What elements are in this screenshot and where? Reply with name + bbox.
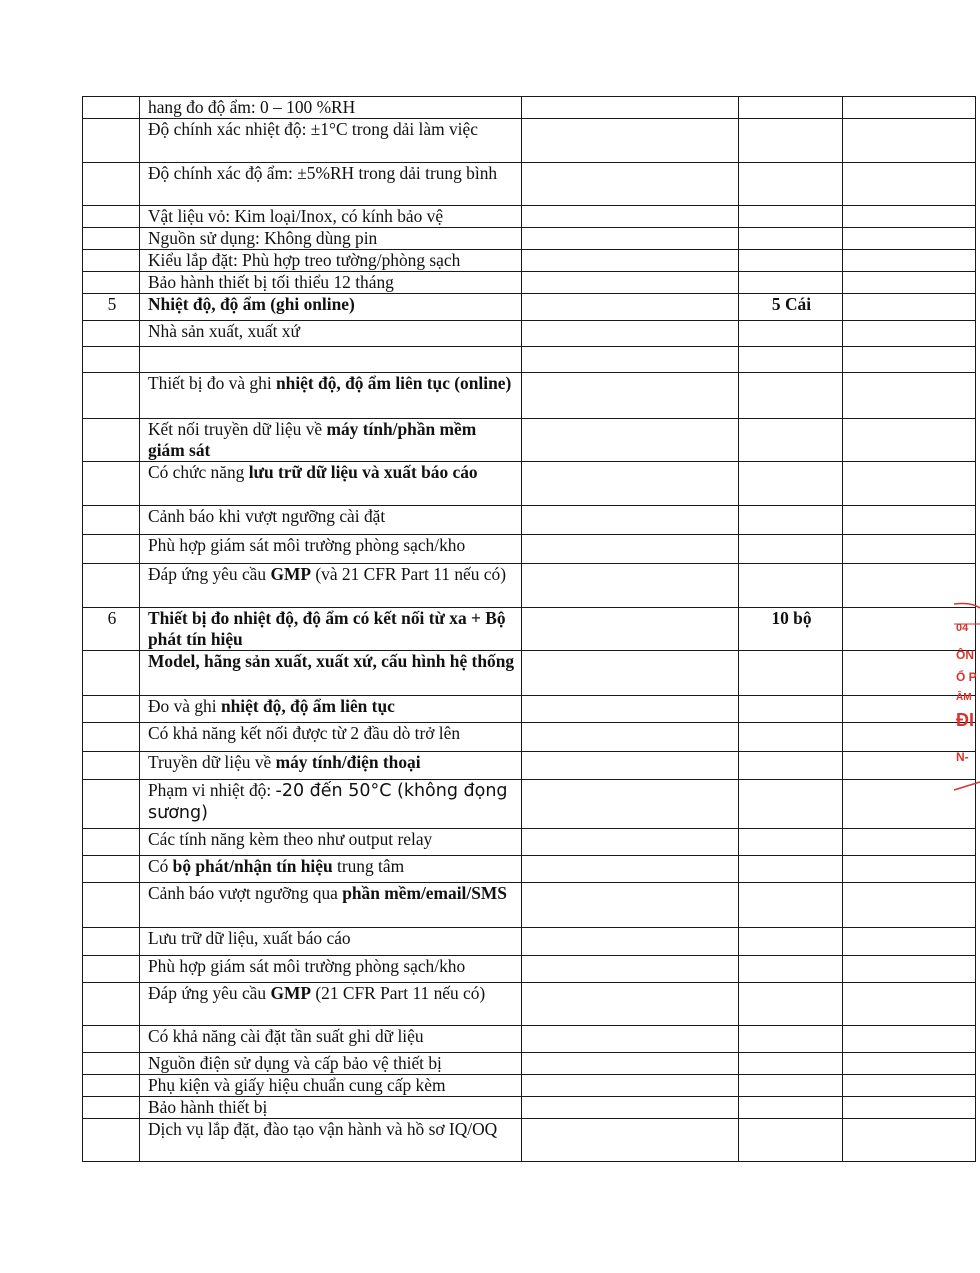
item-number-cell bbox=[83, 983, 140, 1026]
quantity-cell bbox=[739, 696, 843, 723]
offer-cell bbox=[522, 928, 739, 956]
table-row bbox=[83, 1075, 976, 1097]
description-cell bbox=[140, 1119, 522, 1162]
description-text: Bảo hành thiết bị bbox=[148, 1097, 268, 1117]
quantity-cell bbox=[739, 564, 843, 608]
description-cell bbox=[140, 272, 522, 294]
table-row bbox=[83, 752, 976, 780]
description-text: Nhà sản xuất, xuất xứ bbox=[148, 321, 300, 341]
quantity-cell bbox=[739, 651, 843, 696]
offer-cell bbox=[522, 1119, 739, 1162]
table-row bbox=[83, 119, 976, 163]
description-text: (21 CFR Part 11 nếu có) bbox=[311, 983, 486, 1003]
item-number-cell bbox=[83, 829, 140, 856]
stamp-text: 04 bbox=[956, 622, 969, 634]
description-text: Model, hãng sản xuất, xuất xứ, cấu hình hệ thống bbox=[148, 651, 515, 671]
description-cell bbox=[140, 163, 522, 206]
item-number-cell bbox=[83, 97, 140, 119]
description-text: GMP bbox=[270, 564, 312, 584]
offer-cell bbox=[522, 723, 739, 752]
note-cell bbox=[843, 462, 976, 506]
description-text: Phụ kiện và giấy hiệu chuẩn cung cấp kèm bbox=[148, 1075, 446, 1095]
quantity-cell bbox=[739, 250, 843, 272]
item-number-cell bbox=[83, 119, 140, 163]
quantity-cell bbox=[739, 272, 843, 294]
table-row bbox=[83, 780, 976, 829]
offer-cell bbox=[522, 321, 739, 347]
table-row bbox=[83, 651, 976, 696]
offer-cell bbox=[522, 163, 739, 206]
quantity-cell bbox=[739, 373, 843, 419]
quantity-cell bbox=[739, 506, 843, 535]
description-text: hang đo độ ẩm: 0 – 100 %RH bbox=[148, 97, 356, 117]
description-cell bbox=[140, 856, 522, 883]
offer-cell bbox=[522, 564, 739, 608]
description-text: Phạm vi nhiệt độ: bbox=[148, 780, 276, 800]
note-cell bbox=[843, 1053, 976, 1075]
description-cell bbox=[140, 956, 522, 983]
item-number-cell bbox=[83, 1075, 140, 1097]
quantity-cell bbox=[739, 1119, 843, 1162]
note-cell bbox=[843, 321, 976, 347]
note-cell bbox=[843, 228, 976, 250]
description-text: Nguồn sử dụng: Không dùng pin bbox=[148, 228, 378, 248]
description-cell bbox=[140, 752, 522, 780]
quantity-cell bbox=[739, 856, 843, 883]
quantity-cell bbox=[739, 829, 843, 856]
table-row bbox=[83, 228, 976, 250]
item-number-cell bbox=[83, 723, 140, 752]
item-number-cell bbox=[83, 1026, 140, 1053]
quantity-cell bbox=[739, 956, 843, 983]
specification-table-body bbox=[83, 97, 976, 1162]
description-text: phần mềm/email/SMS bbox=[342, 883, 507, 903]
description-text: Dịch vụ lắp đặt, đào tạo vận hành và hồ sơ IQ/OQ bbox=[148, 1119, 498, 1139]
description-text: Truyền dữ liệu về bbox=[148, 752, 276, 772]
description-text: Có bbox=[148, 856, 173, 876]
description-cell bbox=[140, 1053, 522, 1075]
stamp-text: ĐI bbox=[956, 710, 974, 730]
quantity-cell bbox=[739, 228, 843, 250]
description-text: Có khả năng kết nối được từ 2 đầu dò trở lên bbox=[148, 723, 461, 743]
table-row bbox=[83, 856, 976, 883]
quantity-cell bbox=[739, 1075, 843, 1097]
item-number-cell bbox=[83, 780, 140, 829]
item-number-cell bbox=[83, 1053, 140, 1075]
table-row bbox=[83, 347, 976, 373]
offer-cell bbox=[522, 1053, 739, 1075]
description-cell bbox=[140, 419, 522, 462]
table-row bbox=[83, 983, 976, 1026]
description-text: Cảnh báo vượt ngưỡng qua bbox=[148, 883, 343, 903]
description-cell bbox=[140, 651, 522, 696]
quantity-cell bbox=[739, 206, 843, 228]
stamp-text: N- bbox=[956, 750, 969, 764]
item-number-cell bbox=[83, 928, 140, 956]
description-cell bbox=[140, 206, 522, 228]
table-row bbox=[83, 956, 976, 983]
item-number-cell bbox=[83, 462, 140, 506]
note-cell bbox=[843, 829, 976, 856]
description-text: Có chức năng bbox=[148, 462, 249, 482]
table-row bbox=[83, 535, 976, 564]
offer-cell bbox=[522, 206, 739, 228]
offer-cell bbox=[522, 608, 739, 651]
quantity-cell bbox=[739, 535, 843, 564]
offer-cell bbox=[522, 373, 739, 419]
table-row bbox=[83, 97, 976, 119]
offer-cell bbox=[522, 462, 739, 506]
description-cell bbox=[140, 1026, 522, 1053]
offer-cell bbox=[522, 535, 739, 564]
table-row bbox=[83, 696, 976, 723]
item-number-cell bbox=[83, 206, 140, 228]
note-cell bbox=[843, 506, 976, 535]
quantity-cell bbox=[739, 883, 843, 928]
quantity-cell bbox=[739, 462, 843, 506]
stamp-text: ÔN bbox=[956, 648, 974, 662]
description-cell bbox=[140, 608, 522, 651]
description-cell bbox=[140, 347, 522, 373]
document-sheet bbox=[82, 96, 975, 1162]
table-row bbox=[83, 928, 976, 956]
description-text: trung tâm bbox=[332, 856, 405, 876]
table-row bbox=[83, 462, 976, 506]
description-cell bbox=[140, 97, 522, 119]
description-cell bbox=[140, 1075, 522, 1097]
offer-cell bbox=[522, 1026, 739, 1053]
offer-cell bbox=[522, 294, 739, 321]
item-number-cell bbox=[83, 163, 140, 206]
description-text: Kiểu lắp đặt: Phù hợp treo tường/phòng sạch bbox=[148, 250, 461, 270]
description-text: Đo và ghi bbox=[148, 696, 221, 716]
description-text: máy tính/điện thoại bbox=[275, 752, 421, 772]
quantity-cell bbox=[739, 780, 843, 829]
item-number-cell bbox=[83, 856, 140, 883]
item-number-cell bbox=[83, 564, 140, 608]
description-text: lưu trữ dữ liệu và xuất báo cáo bbox=[248, 462, 478, 482]
item-number-cell bbox=[83, 250, 140, 272]
description-text: Vật liệu vỏ: Kim loại/Inox, có kính bảo vệ bbox=[148, 206, 444, 226]
note-cell bbox=[843, 272, 976, 294]
quantity-cell bbox=[739, 119, 843, 163]
offer-cell bbox=[522, 651, 739, 696]
description-cell bbox=[140, 506, 522, 535]
quantity-cell bbox=[739, 1026, 843, 1053]
item-number-cell bbox=[83, 321, 140, 347]
offer-cell bbox=[522, 983, 739, 1026]
quantity-cell bbox=[739, 752, 843, 780]
description-text: GMP bbox=[270, 983, 312, 1003]
description-text: Có khả năng cài đặt tần suất ghi dữ liệu bbox=[148, 1026, 424, 1046]
table-row bbox=[83, 419, 976, 462]
table-row bbox=[83, 829, 976, 856]
note-cell bbox=[843, 883, 976, 928]
table-row bbox=[83, 321, 976, 347]
description-text: Độ chính xác độ ẩm: ±5%RH trong dải trung bình bbox=[148, 163, 498, 183]
table-row bbox=[83, 1053, 976, 1075]
table-row bbox=[83, 163, 976, 206]
quantity-cell: 10 bộ bbox=[739, 608, 843, 651]
description-cell bbox=[140, 373, 522, 419]
item-number-cell: 5 bbox=[83, 294, 140, 321]
note-cell bbox=[843, 1026, 976, 1053]
quantity-cell bbox=[739, 347, 843, 373]
description-text: máy tính/phần mềm giám sát bbox=[148, 419, 477, 460]
table-row bbox=[83, 373, 976, 419]
note-cell bbox=[843, 294, 976, 321]
quantity-cell bbox=[739, 1097, 843, 1119]
description-cell bbox=[140, 780, 522, 829]
table-row bbox=[83, 294, 976, 321]
quantity-cell bbox=[739, 928, 843, 956]
item-number-cell bbox=[83, 373, 140, 419]
offer-cell bbox=[522, 956, 739, 983]
table-row bbox=[83, 883, 976, 928]
quantity-cell bbox=[739, 97, 843, 119]
note-cell bbox=[843, 206, 976, 228]
offer-cell bbox=[522, 506, 739, 535]
quantity-cell bbox=[739, 1053, 843, 1075]
stamp-text: Ổ P bbox=[956, 670, 977, 684]
description-text: Các tính năng kèm theo như output relay bbox=[148, 829, 433, 849]
description-text: Phù hợp giám sát môi trường phòng sạch/kho bbox=[148, 535, 466, 555]
offer-cell bbox=[522, 272, 739, 294]
description-cell bbox=[140, 883, 522, 928]
description-cell bbox=[140, 983, 522, 1026]
note-cell bbox=[843, 535, 976, 564]
offer-cell bbox=[522, 1075, 739, 1097]
table-row bbox=[83, 1119, 976, 1162]
description-text: -20 đến 50°C (không đọng sương) bbox=[148, 781, 508, 823]
item-number-cell bbox=[83, 883, 140, 928]
note-cell bbox=[843, 163, 976, 206]
item-number-cell bbox=[83, 1119, 140, 1162]
table-row bbox=[83, 250, 976, 272]
item-number-cell bbox=[83, 956, 140, 983]
description-text: bộ phát/nhận tín hiệu bbox=[172, 856, 333, 876]
offer-cell bbox=[522, 228, 739, 250]
description-text: Phù hợp giám sát môi trường phòng sạch/kho bbox=[148, 956, 466, 976]
description-cell bbox=[140, 696, 522, 723]
description-cell bbox=[140, 564, 522, 608]
offer-cell bbox=[522, 780, 739, 829]
note-cell bbox=[843, 419, 976, 462]
item-number-cell bbox=[83, 347, 140, 373]
note-cell bbox=[843, 856, 976, 883]
note-cell bbox=[843, 347, 976, 373]
specification-table bbox=[82, 96, 976, 1162]
item-number-cell bbox=[83, 419, 140, 462]
offer-cell bbox=[522, 1097, 739, 1119]
red-stamp-fragment bbox=[952, 598, 980, 798]
note-cell bbox=[843, 1119, 976, 1162]
description-text: Nhiệt độ, độ ẩm (ghi online) bbox=[148, 294, 355, 314]
quantity-cell bbox=[739, 163, 843, 206]
description-cell bbox=[140, 250, 522, 272]
item-number-cell bbox=[83, 651, 140, 696]
table-row bbox=[83, 1026, 976, 1053]
quantity-cell bbox=[739, 321, 843, 347]
table-row bbox=[83, 206, 976, 228]
description-text: nhiệt độ, độ ẩm liên tục bbox=[220, 696, 395, 716]
description-text: Nguồn điện sử dụng và cấp bảo vệ thiết bị bbox=[148, 1053, 442, 1073]
item-number-cell: 6 bbox=[83, 608, 140, 651]
table-row bbox=[83, 564, 976, 608]
description-text: Đáp ứng yêu cầu bbox=[148, 983, 271, 1003]
offer-cell bbox=[522, 856, 739, 883]
table-row bbox=[83, 1097, 976, 1119]
offer-cell bbox=[522, 347, 739, 373]
note-cell bbox=[843, 119, 976, 163]
item-number-cell bbox=[83, 272, 140, 294]
note-cell bbox=[843, 373, 976, 419]
item-number-cell bbox=[83, 752, 140, 780]
note-cell bbox=[843, 1097, 976, 1119]
note-cell bbox=[843, 956, 976, 983]
description-cell bbox=[140, 462, 522, 506]
offer-cell bbox=[522, 696, 739, 723]
offer-cell bbox=[522, 97, 739, 119]
description-cell bbox=[140, 1097, 522, 1119]
description-cell bbox=[140, 723, 522, 752]
quantity-cell: 5 Cái bbox=[739, 294, 843, 321]
description-cell bbox=[140, 228, 522, 250]
note-cell bbox=[843, 983, 976, 1026]
description-text: Độ chính xác nhiệt độ: ±1°C trong dải làm việc bbox=[148, 119, 478, 139]
description-cell bbox=[140, 829, 522, 856]
offer-cell bbox=[522, 419, 739, 462]
offer-cell bbox=[522, 829, 739, 856]
description-cell bbox=[140, 294, 522, 321]
table-row bbox=[83, 506, 976, 535]
offer-cell bbox=[522, 752, 739, 780]
table-row bbox=[83, 723, 976, 752]
note-cell bbox=[843, 928, 976, 956]
description-text: Cảnh báo khi vượt ngưỡng cài đặt bbox=[148, 506, 386, 526]
description-cell bbox=[140, 321, 522, 347]
offer-cell bbox=[522, 250, 739, 272]
description-text: Lưu trữ dữ liệu, xuất báo cáo bbox=[148, 928, 351, 948]
description-cell bbox=[140, 119, 522, 163]
note-cell bbox=[843, 250, 976, 272]
item-number-cell bbox=[83, 228, 140, 250]
note-cell bbox=[843, 1075, 976, 1097]
table-row bbox=[83, 272, 976, 294]
item-number-cell bbox=[83, 1097, 140, 1119]
quantity-cell bbox=[739, 983, 843, 1026]
quantity-cell bbox=[739, 419, 843, 462]
description-text: Kết nối truyền dữ liệu về bbox=[148, 419, 327, 439]
description-text: Đáp ứng yêu cầu bbox=[148, 564, 271, 584]
description-text: Thiết bị đo và ghi bbox=[148, 373, 276, 393]
note-cell bbox=[843, 97, 976, 119]
offer-cell bbox=[522, 883, 739, 928]
description-text: (và 21 CFR Part 11 nếu có) bbox=[311, 564, 506, 584]
stamp-text: ÂM bbox=[956, 692, 972, 703]
description-text: nhiệt độ, độ ẩm liên tục (online) bbox=[276, 373, 512, 393]
description-cell bbox=[140, 928, 522, 956]
description-text: Bảo hành thiết bị tối thiểu 12 tháng bbox=[148, 272, 394, 292]
table-row bbox=[83, 608, 976, 651]
item-number-cell bbox=[83, 535, 140, 564]
description-cell bbox=[140, 535, 522, 564]
quantity-cell bbox=[739, 723, 843, 752]
item-number-cell bbox=[83, 696, 140, 723]
description-text: Thiết bị đo nhiệt độ, độ ẩm có kết nối từ xa + Bộ phát tín hiệu bbox=[148, 608, 506, 649]
offer-cell bbox=[522, 119, 739, 163]
item-number-cell bbox=[83, 506, 140, 535]
